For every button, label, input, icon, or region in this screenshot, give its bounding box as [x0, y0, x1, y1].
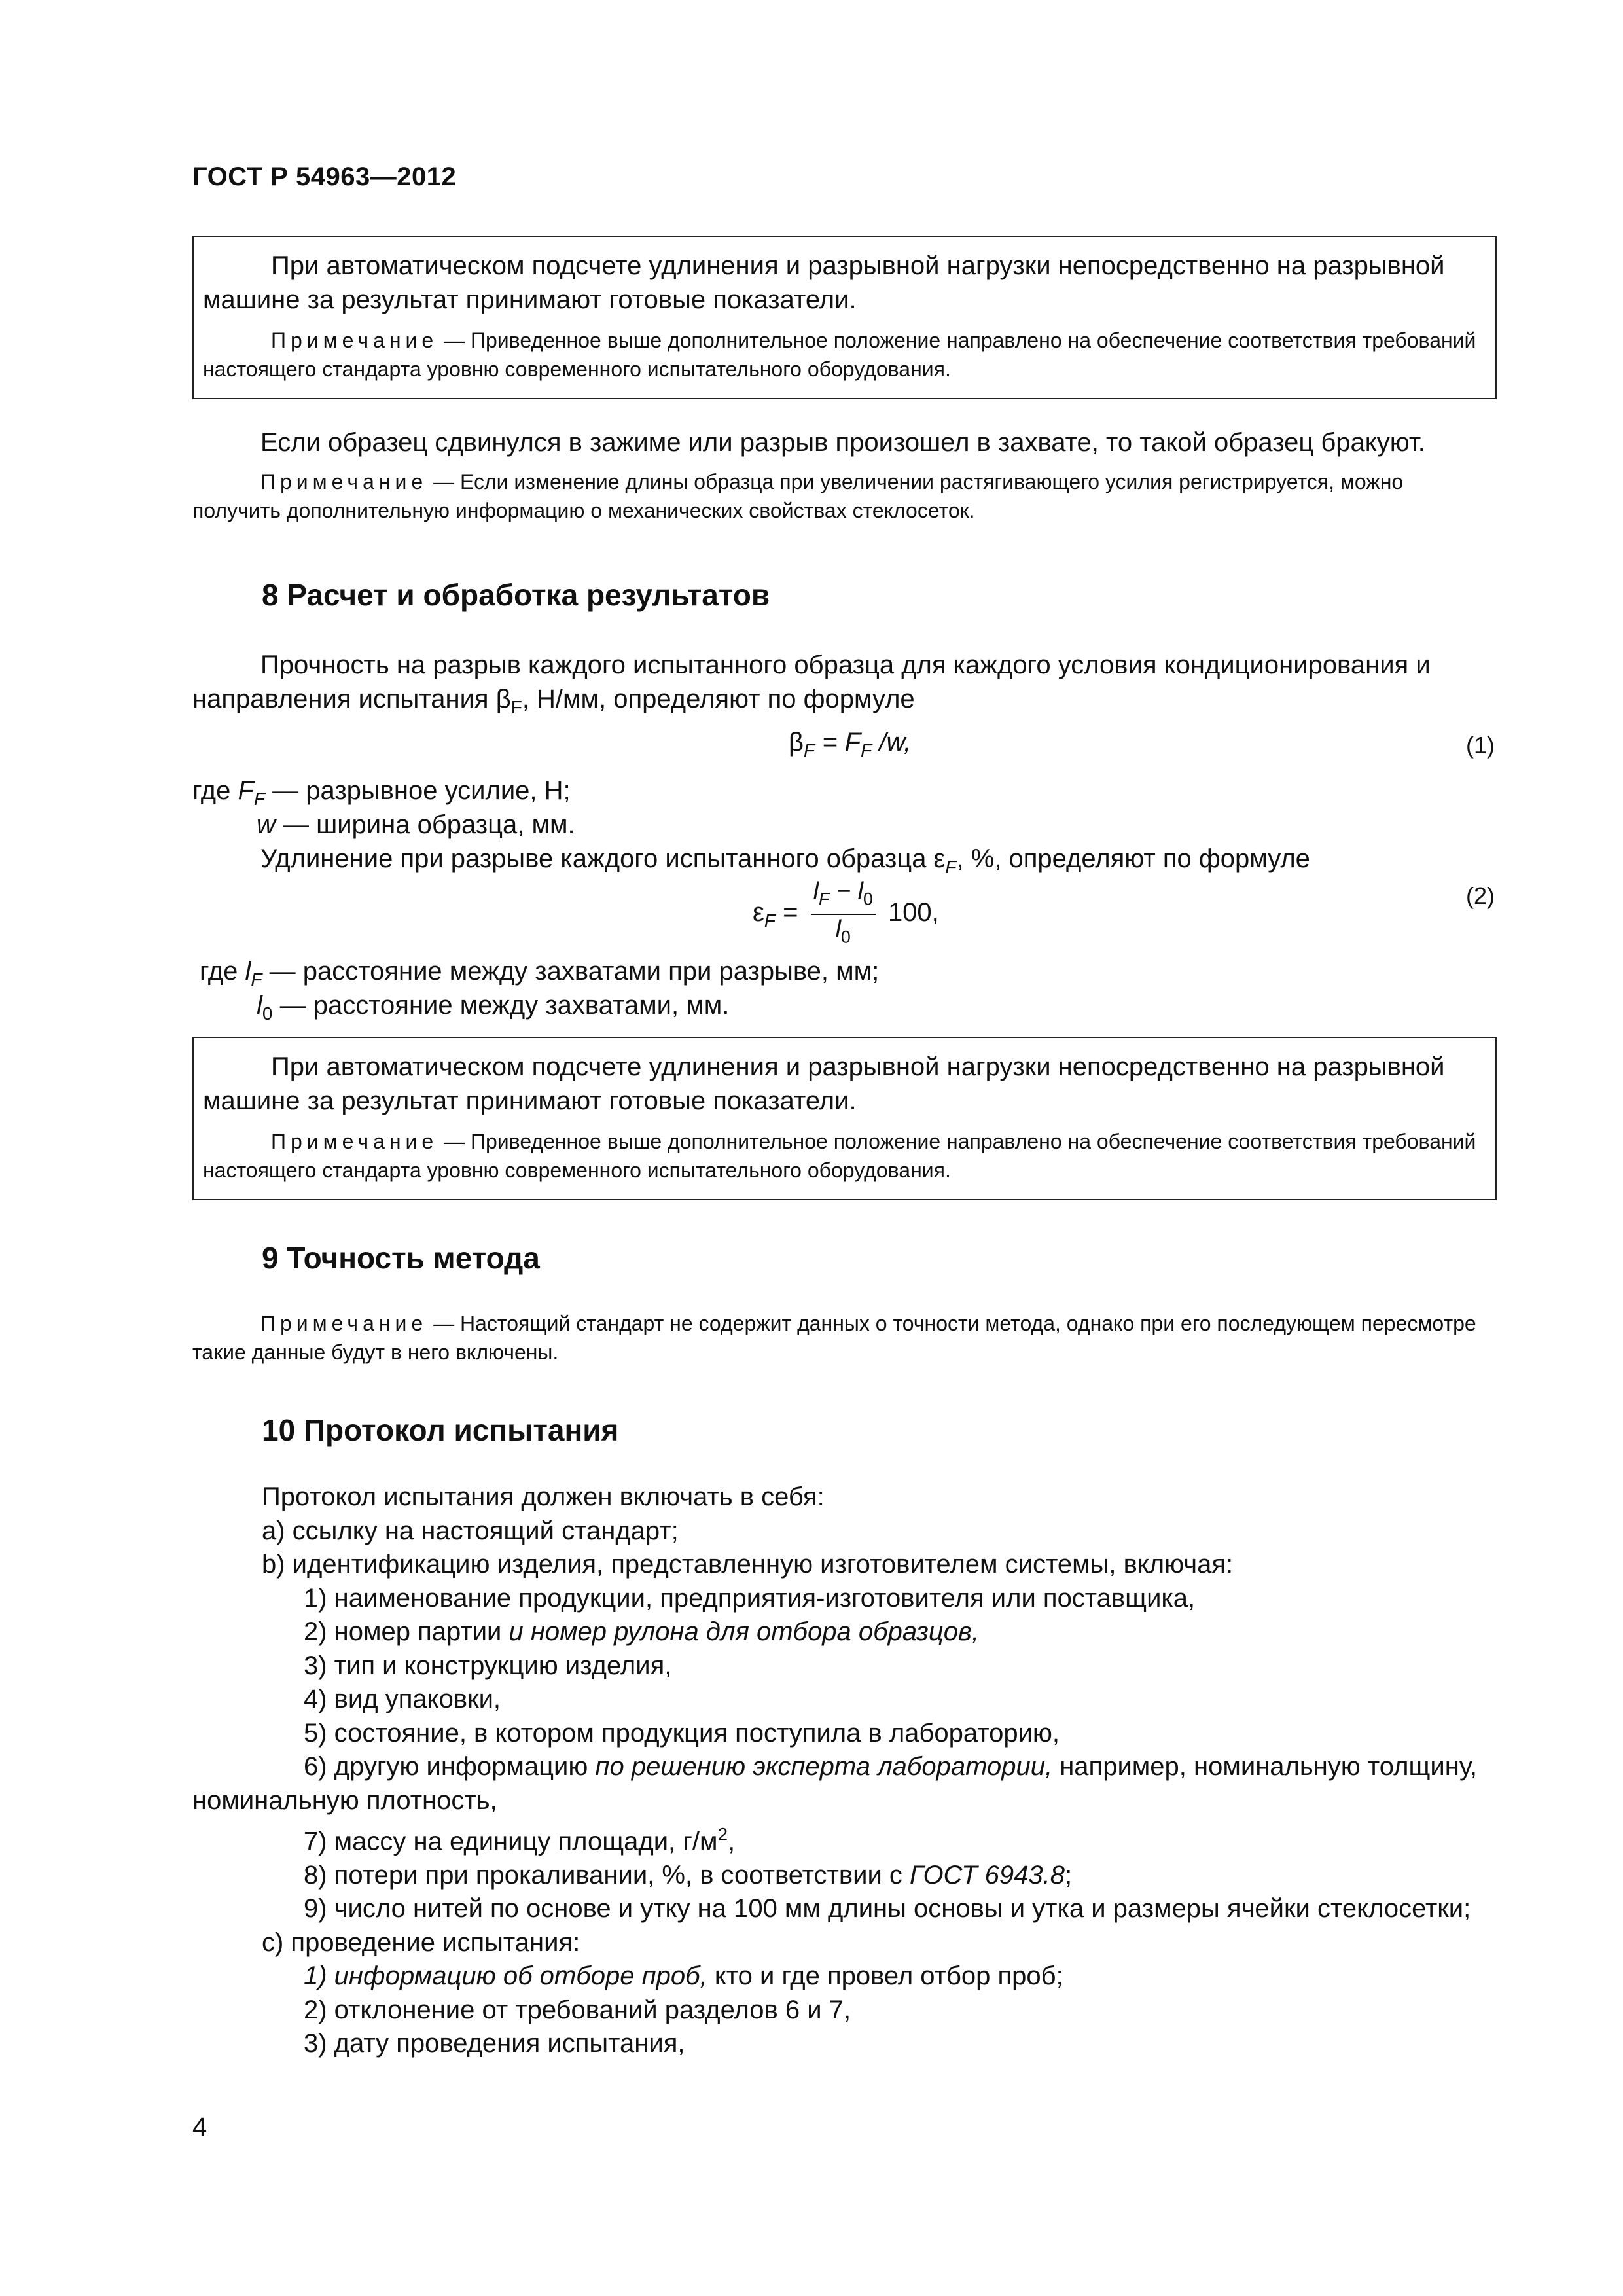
list-item: 3) дату проведения испытания, — [304, 2029, 685, 2058]
formula-1: $\beta_F = F_F$ /w, — [789, 728, 912, 761]
list-item: 1) информацию об отборе проб, кто и где провел отбор проб; — [304, 1962, 1063, 1991]
section-8-heading: 8 Расчет и обработка результатов — [262, 578, 770, 612]
list-item: 9) число нитей по основе и утку на 100 мм длины основы и утка и размеры ячейки стеклосетки; — [304, 1894, 1471, 1924]
page-number: 4 — [192, 2113, 207, 2142]
list-item: 4) вид упаковки, — [304, 1685, 501, 1713]
section-9-heading: 9 Точность метода — [262, 1241, 540, 1275]
note-label: Примечание — [271, 329, 438, 352]
section-9-note: Примечание — Настоящий стандарт не содержит данных о точности метода, однако при его последующем пересмотре такие данные будут в него включены. — [192, 1312, 1476, 1364]
note-text: — Приведенное выше дополнительное положение направлено на обеспечение соответствия требований настоящего стандарта уровню современного испытательного оборудования. — [203, 329, 1476, 381]
formula-2-number: (2) — [1466, 882, 1495, 909]
list-item: 8) потери при прокаливании, %, в соответствии с ГОСТ 6943.8; — [304, 1860, 1073, 1890]
list-item: 1) наименование продукции, предприятия-изготовителя или поставщика, — [304, 1583, 1196, 1613]
where-1-b: w — ширина образца, мм. — [257, 810, 575, 839]
section-10-heading: 10 Протокол испытания — [262, 1413, 619, 1447]
list-item: 6) другую информацию по решению эксперта лаборатории, например, номинальную толщину, номинальную плотность, — [192, 1752, 1477, 1815]
list-item: Протокол испытания должен включать в себя: — [262, 1482, 825, 1511]
protocol-list — [192, 1480, 1497, 2061]
formula-2: $\varepsilon_F$ = $\frac{l_F - l_0}{l_0}$ 100, — [753, 877, 939, 951]
section-8-intro — [192, 648, 1497, 725]
note-label: Примечание — [260, 470, 428, 493]
list-item: а) ссылку на настоящий стандарт; — [262, 1516, 679, 1545]
note-block — [192, 467, 1497, 525]
where-2-a: где $l_F$ — расстояние между захватами при разрыве, мм; — [200, 957, 880, 990]
where-1-a: где $F_F$ — разрывное усилие, Н; — [192, 776, 571, 809]
box-note — [203, 326, 1486, 384]
box-main-text: При автоматическом подсчете удлинения и разрывной нагрузки непосредственно на разрывной машине за результат принимают готовые показатели. — [203, 251, 1445, 314]
additional-provision-box-1 — [192, 236, 1497, 399]
document-header: ГОСТ Р 54963—2012 — [192, 162, 457, 191]
list-item: b) идентификацию изделия, представленную изготовителем системы, включая: — [262, 1550, 1234, 1579]
section-8-elongation: Удлинение при разрыве каждого испытанного образца $\varepsilon_F$, %, определяют по формуле — [260, 844, 1310, 877]
where-2-b: $l_0$ — расстояние между захватами, мм. — [257, 991, 730, 1024]
formula-1-number: (1) — [1466, 732, 1495, 759]
additional-provision-box-2: При автоматическом подсчете удлинения и разрывной нагрузки непосредственно на разрывной машине за результат принимают готовые показатели. Примечание — Приведенное выше дополнительное положение направлено на обеспечение соответствия требований настоящего стандарта уровню современного испытательного оборудования. — [192, 1037, 1497, 1200]
list-item: 7) массу на единицу площади, $г/м^2$, — [304, 1824, 736, 1856]
list-item: 2) номер партии и номер рулона для отбора образцов, — [304, 1617, 979, 1646]
list-item: c) проведение испытания: — [262, 1928, 580, 1957]
section-8-paragraph: Прочность на разрыв каждого испытанного образца для каждого условия кондиционирования и направления испытания $\beta_F$, Н/мм, определяют по формуле — [192, 651, 1431, 717]
paragraph-text: Если образец сдвинулся в зажиме или разрыв произошел в захвате, то такой образец бракуют. — [260, 428, 1425, 457]
list-item: 3) тип и конструкцию изделия, — [304, 1651, 672, 1680]
list-item: 2) отклонение от требований разделов 6 и 7, — [304, 1995, 851, 2024]
paragraph-reject — [192, 425, 1497, 525]
note-text: — Если изменение длины образца при увеличении растягивающего усилия регистрируется, можно получить дополнительную информацию о механических свойствах стеклосеток. — [192, 470, 1404, 522]
fraction: $\frac{l_F - l_0}{l_0}$ — [811, 877, 876, 951]
list-item: 5) состояние, в котором продукция поступила в лабораторию, — [304, 1718, 1060, 1748]
